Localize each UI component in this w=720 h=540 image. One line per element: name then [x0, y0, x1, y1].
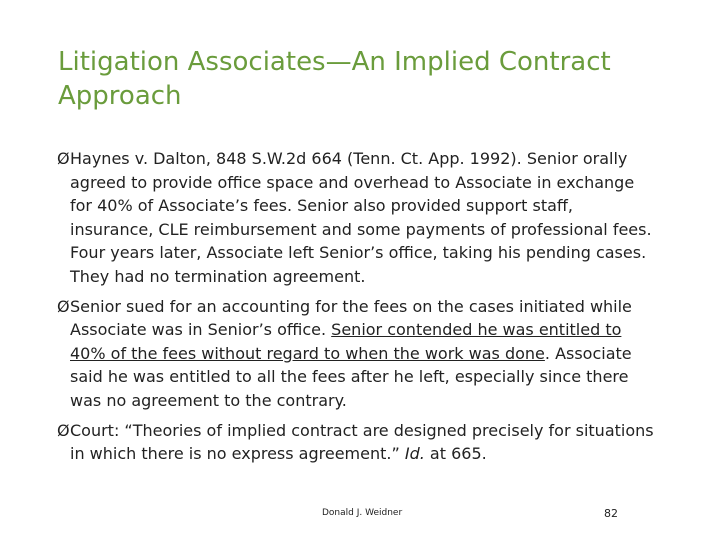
- footer-author: Donald J. Weidner: [322, 508, 403, 518]
- bullet-text-continued: . Associate said he was entitled to all the fees after he left, especially since there was no agreement to the contrary.: [70, 343, 632, 410]
- slide-title: Litigation Associates—An Implied Contract Approach: [58, 47, 611, 111]
- bullet-item: [58, 147, 658, 289]
- bullet-item: [58, 295, 658, 413]
- italic-citation: Id.: [404, 444, 425, 464]
- bullet-text-continued: at 665.: [424, 444, 487, 464]
- bullet-text: Court: “Theories of implied contract are designed precisely for situations in which there is no express agreement.”: [70, 420, 654, 464]
- page-number: 82: [604, 507, 618, 520]
- underlined-text: Senior contended he was entitled to 40% of the fees without regard to when the work was done: [70, 320, 622, 363]
- arrow-bullet-icon: Ø: [57, 296, 70, 316]
- arrow-bullet-icon: Ø: [57, 420, 70, 440]
- bullet-text: Senior sued for an accounting for the fees on the cases initiated while Associate was in Senior’s office.: [70, 296, 632, 340]
- bullet-item: [58, 419, 658, 466]
- bullet-text: Haynes v. Dalton, 848 S.W.2d 664 (Tenn. Ct. App. 1992). Senior orally agreed to provide office space and overhead to Associate in exchange for 40% of Associate’s fees. Senior also provided support staff, insurance, CLE reimbursement and some payments of professional fees. Four years later, Associate left Senior’s office, taking his pending cases. They had no termination agreement.: [70, 149, 652, 286]
- bullet-list: [58, 147, 658, 472]
- arrow-bullet-icon: Ø: [57, 149, 70, 168]
